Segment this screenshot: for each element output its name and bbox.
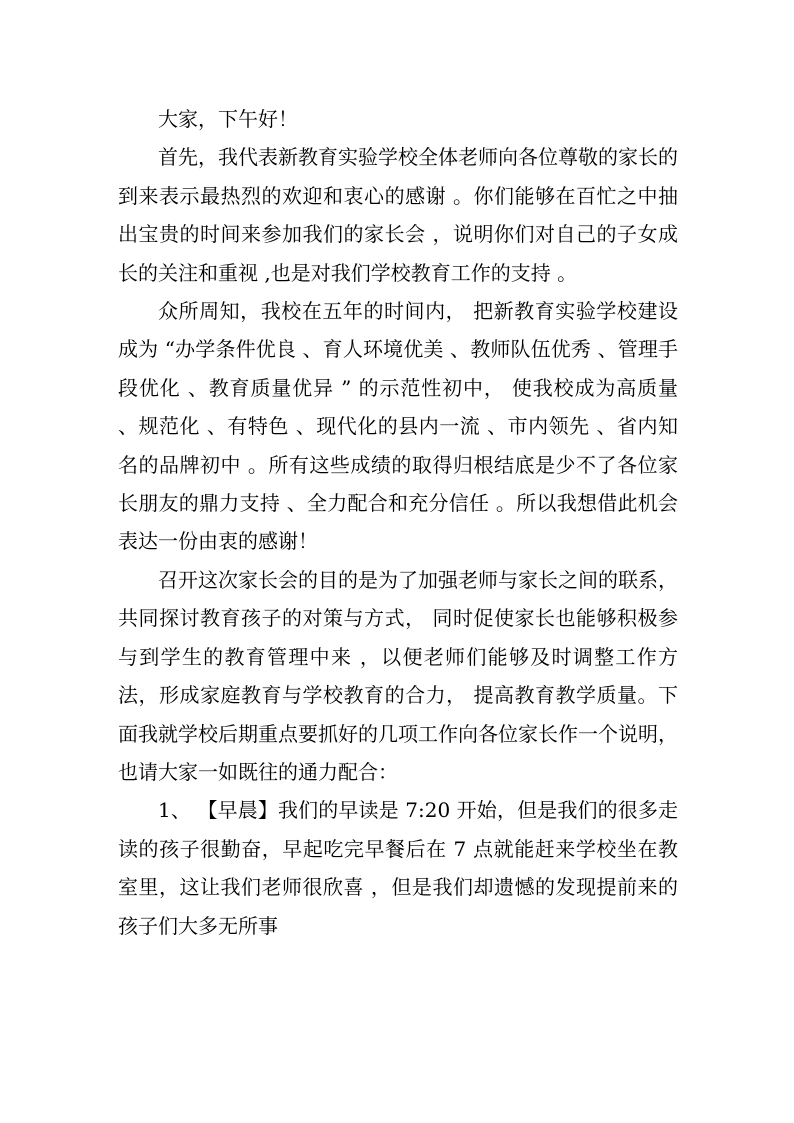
achievements-paragraph: 众所周知，我校在五年的时间内， 把新教育实验学校建设成为 “办学条件优良 、育人环境优美 、教师队伍优秀 、管理手段优化 、教育质量优异 ” 的示范性初中， 使我校成为高质量 、规范化 、有特色 、现代化的县内一流 、市内领先 、省内知名的品牌初中 。所有这些成绩的取得归根结底是少不了各位家长朋友的鼎力支持 、全力配合和充分信任 。所以我想借此机会表达一份由衷的感谢！ <box>118 299 678 554</box>
greeting-paragraph: 大家，下午好！ <box>158 107 298 131</box>
morning-item-paragraph: 1、 【早晨】我们的早读是 7:20 开始，但是我们的很多走读的孩子很勤奋，早起吃完早餐后在 7 点就能赶来学校坐在教室里，这让我们老师很欣喜 ，但是我们却遗憾的发现提前来的孩子们大多无所事 <box>118 798 678 938</box>
meeting-purpose-paragraph: 召开这次家长会的目的是为了加强老师与家长之间的联系，共同探讨教育孩子的对策与方式， 同时促使家长也能够积极参与到学生的教育管理中来 ，以便老师们能够及时调整工作方法，形成家庭教育与学校教育的合力， 提高教育教学质量。下面我就学校后期重点要抓好的几项工作向各位家长作一个说明， 也请大家一如既往的通力配合： <box>118 567 678 784</box>
welcome-paragraph: 首先，我代表新教育实验学校全体老师向各位尊敬的家长的到来表示最热烈的欢迎和衷心的感谢 。你们能够在百忙之中抽出宝贵的时间来参加我们的家长会 ，说明你们对自己的子女成长的关注和重视 ,也是对我们学校教育工作的支持 。 <box>118 145 678 285</box>
document-body <box>118 100 678 945</box>
